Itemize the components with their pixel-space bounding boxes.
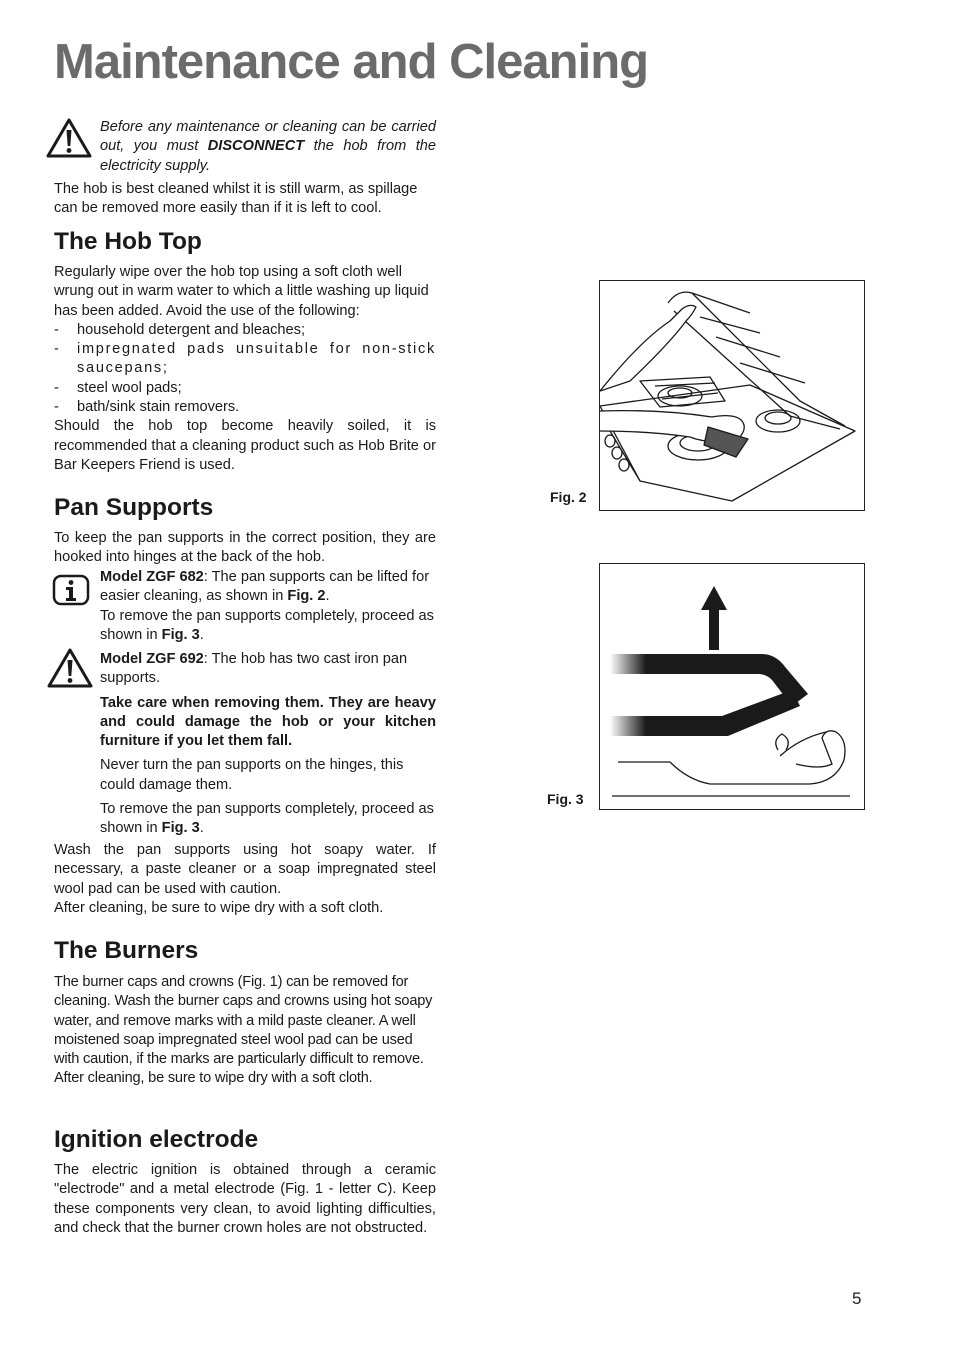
warning-bold: Take care when removing them. They are heavy and could damage the hob or your kitchen furniture if you let them fall. (100, 694, 436, 750)
arrow-up-icon (701, 586, 727, 650)
fig-ref: Fig. 3 (161, 626, 200, 643)
pan-supports-para: To keep the pan supports in the correct position, they are hooked into hinges at the back of the hob. (54, 530, 436, 566)
hob-top-para2: Should the hob top become heavily soiled, it is recommended that a cleaning product such as Hob Brite or Bar Keepers Friend is used. (54, 418, 436, 473)
list-item: - steel wool pads; (54, 379, 436, 398)
warning-strong: DISCONNECT (207, 138, 305, 155)
model-name: Model ZGF 692 (100, 651, 204, 667)
info-text2: To remove the pan supports completely, proceed as shown in (100, 607, 434, 643)
warning-remove (100, 800, 436, 839)
burners-para: The burner caps and crowns (Fig. 1) can be removed for cleaning. Wash the burner caps and crowns using hot soapy water, and remove marks with a mild paste cleaner. A well moistened soap impregnated steel wool pad can be used with caution, if the marks are particularly difficult to remove. After cleaning, be sure to wipe dry with a soft cloth. (54, 974, 433, 1087)
fig3-label: Fig. 3 (547, 791, 584, 807)
hob-top-para: Regularly wipe over the hob top using a soft cloth well wrung out in warm water to which a little washing up liquid has been added. Avoid the use of the following: (54, 264, 429, 319)
list-item: - household detergent and bleaches; (54, 321, 436, 340)
hob-lifting-drawing (600, 281, 864, 510)
warning-disconnect (100, 118, 436, 176)
burners-heading: The Burners (54, 937, 199, 964)
hob-top-heading: The Hob Top (54, 228, 202, 255)
hob-top-section (54, 263, 436, 475)
warning-icon (45, 117, 93, 159)
fig2-illustration (599, 280, 865, 511)
remove-text: To remove the pan supports completely, proceed as shown in (100, 801, 434, 837)
warning-text: : The hob has two cast iron pan supports. (100, 651, 408, 687)
avoid-list (54, 321, 436, 417)
punct: . (199, 820, 204, 837)
warning-zgf692 (100, 650, 436, 839)
fig3-illustration (599, 563, 865, 810)
info-icon (52, 574, 90, 606)
wash-para: Wash the pan supports using hot soapy water. If necessary, a paste cleaner or a soap impregnated steel wool pad can be used with caution. (54, 842, 436, 897)
wash-section (54, 841, 436, 918)
pan-support-removal-drawing (600, 564, 864, 809)
info-note (100, 568, 436, 645)
page-title: Maintenance and Cleaning (54, 35, 649, 89)
ignition-heading: Ignition electrode (54, 1126, 259, 1153)
warning-icon (46, 647, 94, 689)
fig2-label: Fig. 2 (550, 489, 587, 505)
info-text: : The pan supports can be lifted for easier cleaning, as shown in (100, 569, 430, 605)
ignition-para: The electric ignition is obtained through a ceramic "electrode" and a metal electrode (Fig. 1 - letter C). Keep these components very clean, to avoid lighting difficulties, and check that the burner crown holes are not obstructed. (54, 1162, 436, 1236)
punct: . (325, 588, 330, 605)
model-name: Model ZGF 682 (100, 569, 204, 585)
fig-ref: Fig. 3 (161, 820, 200, 837)
list-item: - bath/sink stain removers. (54, 398, 436, 417)
warning-never: Never turn the pan supports on the hinges, this could damage them. (100, 757, 404, 793)
intro-text: The hob is best cleaned whilst it is still warm, as spillage can be removed more easily than if it is left to cool. (54, 181, 418, 217)
warning-text: Before any maintenance or cleaning can be carried out, you must (100, 119, 436, 155)
warning-text-end: the hob from the electricity supply. (100, 138, 436, 174)
pan-supports-heading: Pan Supports (54, 494, 214, 521)
fig-ref: Fig. 2 (287, 588, 326, 605)
list-item: - impregnated pads unsuitable for non-stick saucepans; (54, 340, 436, 379)
page-number: 5 (852, 1289, 862, 1308)
dry-para: After cleaning, be sure to wipe dry with a soft cloth. (54, 899, 384, 916)
punct: . (199, 626, 204, 643)
